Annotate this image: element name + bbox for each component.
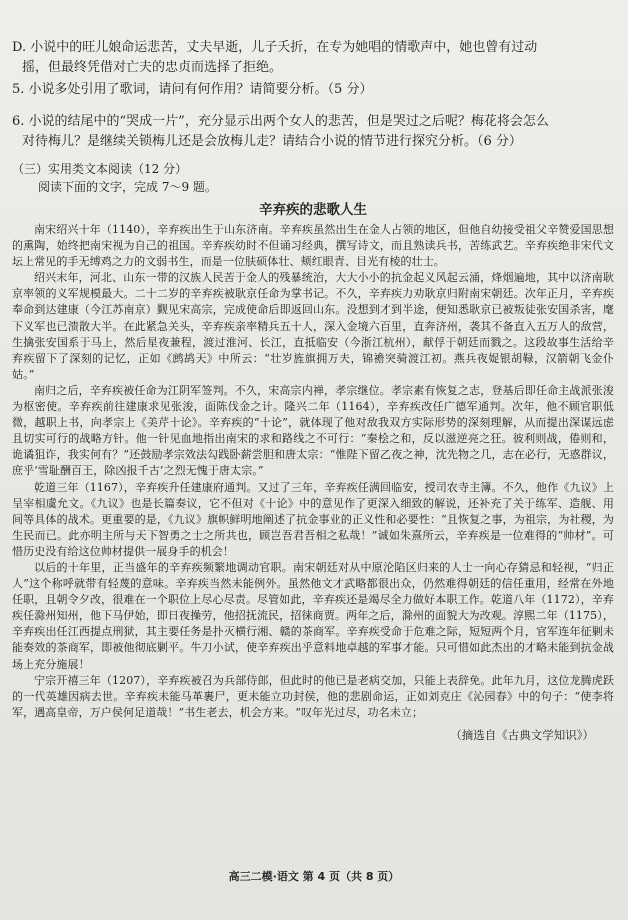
question-6-line-1: 6. 小说的结尾中的“哭成一片”，充分显示出两个女人的悲苦，但是哭过之后呢？梅花将会怎么 bbox=[12, 114, 549, 129]
section-instruction: 阅读下面的文字，完成 7～9 题。 bbox=[38, 180, 217, 194]
section-heading: （三）实用类文本阅读（12 分） bbox=[12, 162, 188, 176]
article-paragraph: 宁宗开禧三年（1207），辛弃疾被召为兵部侍郎，但此时的他已是老病交加，只能上表辞免。此年九月，这位龙腾虎跃的一代英雄因病去世。辛弃疾未能马革裹尸，更未能立功封侯，他的悲剧命运，正如刘克庄《沁园春》中的句子：“使李将军，遇高皇帝，万户侯何足道哉！”书生老去，机会方来。“叹年光过尽，功名未立； bbox=[12, 673, 614, 719]
article-paragraph: 南归之后，辛弃疾被任命为江阴军签判。不久，宋高宗内禅，孝宗继位。孝宗素有恢复之志，登基后即任命主战派张浚为枢密使。辛弃疾前往建康求见张浚，面陈伐金之计。隆兴二年（1164），辛弃疾改任广德军通判。次年，他不顾官职低微，越职上书，向孝宗上《美芹十论》。辛弃疾的“十论”，就体现了他对敌我双方实际形势的深刻理解，从而提出深谋远虑且切实可行的战略方针。他一针见血地指出南宋的求和路线之不可行：“秦桧之和，反以滋逆亮之狂。彼利则战，倦则和，诡谲狙诈，我实何有？”还鼓励孝宗效法勾践卧薪尝胆和唐太宗：“惟陛下留乙夜之神，沈先物之几，志在必行，无惑群议，庶乎‘雪耻酬百王，除凶报千古’之烈无愧于唐太宗。” bbox=[12, 383, 614, 478]
question-6-line-2: 对待梅儿？是继续关锁梅儿还是会放梅儿走？请结合小说的情节进行探究分析。（6 分） bbox=[22, 134, 522, 149]
article-paragraph: 以后的十年里，正当盛年的辛弃疾频繁地调动官职。南宋朝廷对从中原沦陷区归来的人士一向心存猜忌和轻视，“归正人”这个称呼就带有轻蔑的意味。辛弃疾当然未能例外。虽然他文才武略都很出众，仍然难得朝廷的信任重用，经常在外地任职，且朝令夕改，很难在一个职位上尽心尽责。尽管如此，辛弃疾还是竭尽全力做好本职工作。乾道八年（1172），辛弃疾任滁州知州，他下马伊始，即日夜操劳，他招抚流民，招徕商贾。两年之后，滁州的面貌大为改观。淳熙二年（1175），辛弃疾出任江西提点刑狱，其主要任务是扑灭横行湘、赣的茶商军。辛弃疾受命于危难之际，短短两个月，官军连年征剿未能奏效的茶商军，即被他彻底剿平。牛刀小试，使辛弃疾出乎意料地卓越的军事才能。只可惜如此杰出的才略未能到抗金战场上充分施展！ bbox=[12, 560, 614, 671]
spacer bbox=[12, 100, 614, 112]
option-d-line-2: 摇，但最终凭借对亡夫的忠贞而选择了拒绝。 bbox=[22, 60, 283, 75]
article-title: 辛弃疾的悲歌人生 bbox=[259, 202, 367, 218]
article-source: （摘选自《古典文学知识》） bbox=[450, 727, 594, 742]
article-body bbox=[12, 222, 614, 721]
question-5: 5. 小说多处引用了歌词，请问有何作用？请简要分析。（5 分） bbox=[12, 82, 373, 97]
article-paragraph: 南宋绍兴十年（1140），辛弃疾出生于山东济南。辛弃疾虽然出生在金人占领的地区，但他自幼接受祖父辛赞爱国思想的熏陶，始终把南宋视为自己的祖国。辛弃疾幼时不但诵习经典，撰写诗文，而且熟读兵书，苦练武艺。辛弃疾绝非宋代文坛上常见的手无缚鸡之力的文弱书生，而是一位肤硕体壮、颊红眼青、目光有棱的壮士。 bbox=[12, 223, 614, 269]
option-d-line-1: D. 小说中的旺儿娘命运悲苦，丈夫早逝，儿子夭折，在专为她唱的情歌声中，她也曾有过动 bbox=[12, 40, 538, 55]
page-footer: 高三二模·语文 第 4 页（共 8 页） bbox=[228, 870, 400, 883]
article-paragraph: 乾道三年（1167），辛弃疾升任建康府通判。又过了三年，辛弃疾任满回临安，授司农寺主簿。不久，他作《九议》上呈宰相虞允文。《九议》也是长篇奏议，它不但对《十论》中的意见作了更深入细致的解说，还补充了关于练军、造舰、用间等具体的战术。更重要的是，《九议》旗帜鲜明地阐述了抗金事业的正义性和必要性：“且恢复之事，为祖宗，为社稷，为生民而已。此亦明主所与天下智勇之士之所共也，顾岂吾君吾相之私哉！”诚如朱熹所云，辛弃疾是一位难得的“帅材”。可惜历史没有给这位帅材提供一展身手的机会！ bbox=[12, 480, 614, 558]
article-paragraph: 绍兴末年，河北、山东一带的汉族人民苦于金人的残暴统治，大大小小的抗金起义风起云涌，烽烟遍地，其中以济南耿京率领的义军规模最大。二十二岁的辛弃疾被耿京任命为掌书记。不久，辛弃疾力劝耿京归附南宋朝廷。次年正月，辛弃疾奉命到达建康（今江苏南京）觐见宋高宗，完成使命后即返回山东。没想到才到半途，便知悉耿京已被叛徒张安国杀害，麾下义军也已溃散大半。在此紧急关头，辛弃疾亲率精兵五十人，深入金境六百里，直奔济州，袭其不备直入五万人的敌营，生擒张安国系于马上，然后星夜兼程，渡过淮河、长江，直抵临安（今浙江杭州），献俘于朝廷而戮之。这段故事生活给辛弃疾留下了深刻的记忆，正如《鹧鸪天》中所云：“壮岁旌旗拥万夫，锦襜突骑渡江初。燕兵夜娖银胡䩮，汉箭朝飞金仆姑。” bbox=[12, 271, 614, 381]
spacer bbox=[12, 152, 614, 160]
